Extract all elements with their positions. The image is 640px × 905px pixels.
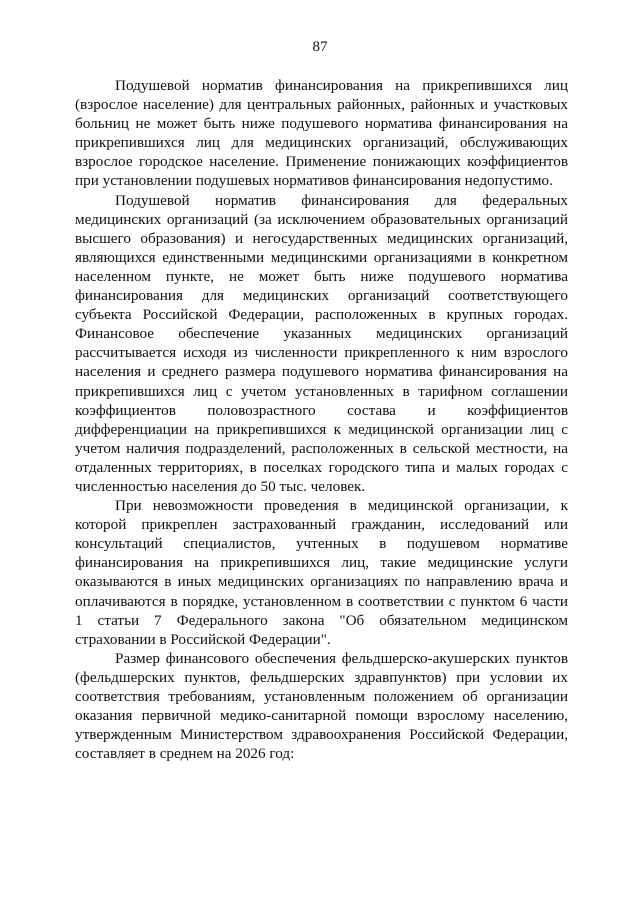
paragraph-3: При невозможности проведения в медицинской организации, к которой прикреплен застрахованный гражданин, исследований или консультаций специалистов, учтенных в подушевом нормативе финансирования на прикрепившихся лиц, такие медицинские услуги оказываются в иных медицинских организациях по направлению врача и оплачиваются в порядке, установленном в соответствии с пунктом 6 части 1 статьи 7 Федерального закона "Об обязательном медицинском страховании в Российской Федерации". bbox=[75, 497, 568, 648]
page-number: 87 bbox=[312, 39, 328, 55]
paragraph-1: Подушевой норматив финансирования на прикрепившихся лиц (взрослое население) для центральных районных, районных и участковых больниц не может быть ниже подушевого норматива финансирования на прикрепившихся лиц для медицинских организаций, обслуживающих взрослое городское население. Применение понижающих коэффициентов при установлении подушевых нормативов финансирования недопустимо. bbox=[75, 77, 568, 190]
paragraph-4: Размер финансового обеспечения фельдшерско-акушерских пунктов (фельдшерских пунктов, фельдшерских здравпунктов) при условии их соответствия требованиям, установленным положением об организации оказания первичной медико-санитарной помощи взрослому населению, утвержденным Министерством здравоохранения Российской Федерации, составляет в среднем на 2026 год: bbox=[75, 649, 568, 763]
body-text bbox=[75, 76, 568, 763]
paragraph-2: Подушевой норматив финансирования для федеральных медицинских организаций (за исключением образовательных организаций высшего образования) и негосударственных медицинских организаций, являющихся единственными медицинскими организациями в конкретном населенном пункте, не может быть ниже подушевого норматива финансирования для медицинских организаций соответствующего субъекта Российской Федерации, расположенных в крупных городах. Финансовое обеспечение указанных медицинских организаций рассчитывается исходя из численности прикрепленного к ним взрослого населения и среднего размера подушевого норматива финансирования на прикрепившихся лиц с учетом установленных в тарифном соглашении коэффициентов половозрастного состава и коэффициентов дифференциации на прикрепившихся к медицинской организации лиц с учетом наличия подразделений, расположенных в сельской местности, на отдаленных территориях, в поселках городского типа и малых городах с численностью населения до 50 тыс. человек. bbox=[75, 191, 568, 495]
